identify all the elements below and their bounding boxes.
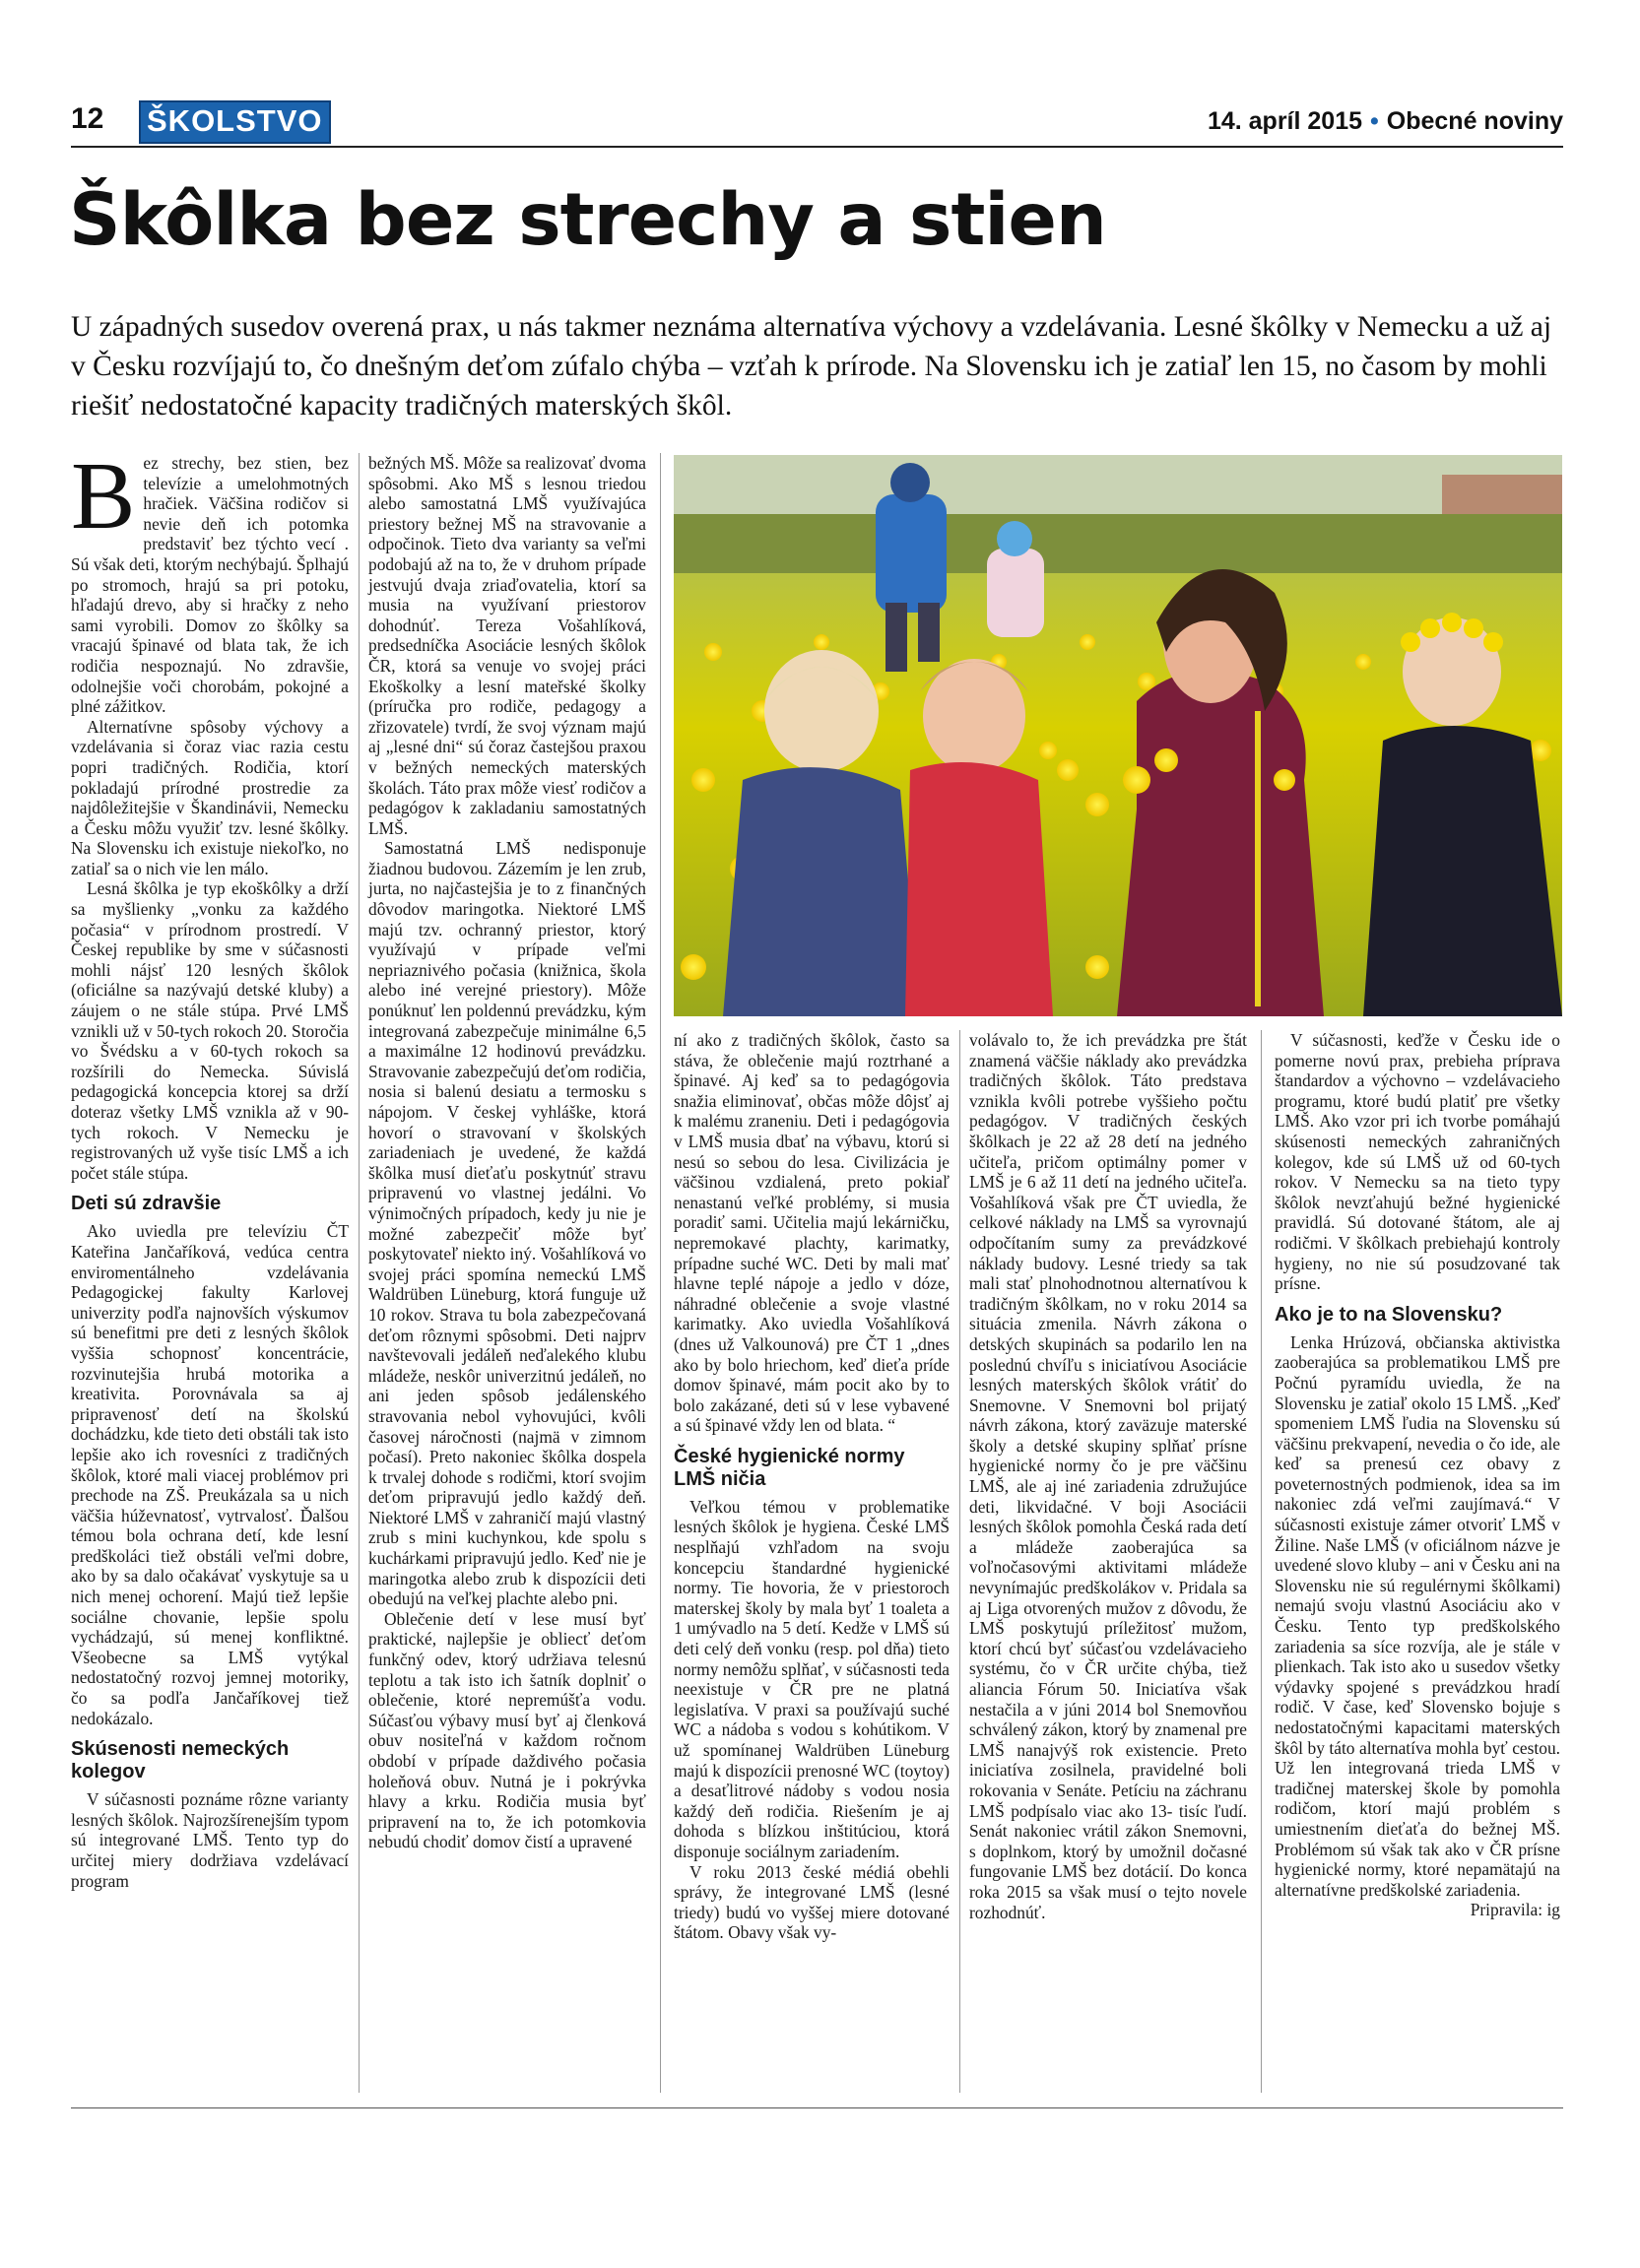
- column-2: [368, 453, 646, 2088]
- paragraph: ní ako z tradičných škôlok, často sa stáva, že oblečenie majú roztrhané a špinavé. Aj keď sa to pedagógovia snažia eliminovať, občas môže dôjsť aj k malému zraneniu. Deti i pedagógovia v LMŠ musia dbať na výbavu, ktorú si nesú so sebou do lesa. Civilizácia je väčšinou vzdialená, preto pokiaľ nenastanú veľké problémy, si musia poradiť sami. Učitelia majú lekárničku, nepremokavé plachty, karimatky, prípadne suché WC. Deti by mali mať hlavne teplé nápoje a jedlo v dóze, náhradné oblečenie a svoje vlastné karimatky. Ako uviedla Vošahlíková (dnes už Valkounová) pre ČT 1 „dnes ako by bolo hriechom, keď dieťa príde domov špinavé, mám pocit ako by to bolo zakázané, deti sú v lese vybavené a sú špinavé vždy len od blata. “: [674, 1030, 950, 1436]
- article-lead: U západných susedov overená prax, u nás takmer neznáma alternatíva výchovy a vzdelávania. Lesné škôlky v Nemecku a už aj v Česku rozvíjajú to, čo dnešným deťom zúfalo chýba – vzťah k prírode. Na Slovensku ich je zatiaľ len 15, no časom by mohli riešiť nedostatočné kapacity tradičných materských škôl.: [71, 311, 1552, 421]
- paragraph: V súčasnosti poznáme rôzne varianty lesných škôlok. Najrozšírenejším typom sú integrované LMŠ. Tento typ do určitej miery dodržiava vzdelávací program: [71, 1789, 349, 1891]
- drop-cap: B: [71, 443, 136, 550]
- children-meadow-illustration: [674, 455, 1562, 1016]
- subheading: České hygienické normy LMŠ ničia: [674, 1445, 905, 1490]
- masthead-info: [1208, 107, 1563, 136]
- paragraph: Ako uviedla pre televíziu ČT Kateřina Jančaříková, vedúca centra enviromentálneho vzdelávania Pedagogickej fakulty Karlovej univerzity podľa najnovších výskumov sú benefitmi pre deti z lesných škôlok vyššia schopnosť koncentrácie, rozvinutejšia hrubá motorika a kreativita. Porovnávala sa aj pripravenosť detí na školskú dochádzku, kde tieto deti obstáli tak isto lepšie ako ich rovesníci z tradičných škôlok, ktoré mali viacej problémov pri prechode na ZŠ. Preukázala sa u nich väčšia húževnatosť, vytrvalosť. Ďalšou témou bola ochrana detí, kde lesní predškoláci tiež obstáli veľmi dobre, ako by sa dalo očakávať vyskytuje sa u nich menej ochorení. Majú tiež lepšie sociálne chovanie, lepšie spolu vychádzajú, sú menej konfliktné. Všeobecne sa LMŠ vytýkal nedostatočný rozvoj jemnej motoriky, čo sa podľa Jančaříkovej tiež nedokázalo.: [71, 1221, 349, 1728]
- issue-date: 14. apríl 2015: [1207, 107, 1363, 135]
- paragraph: Veľkou témou v problematike lesných škôlok je hygiena. České LMŠ nesplňajú vzhľadom na svoju koncepciu štandardné hygienické normy. Tie hovoria, že v priestoroch materskej školy by mala byť 1 toaleta a 1 umývadlo na 5 detí. Kedže v LMŠ sú deti celý deň vonku (resp. pol dňa) tieto normy nemôžu splňať, v súčasnosti teda neexistuje v ČR pre ne platná legislatíva. V praxi sa používajú suché WC a nádoba s vodou s kohútikom. V už spomínanej Waldrüben Lüneburg majú k dispozícii prenosné WC (toytoy) a desaťlitrové nádoby s vodou nosia každý deň rodičia. Riešením je aj dohoda s blízkou inštitúciou, ktorá disponuje sociálnym zariadením.: [674, 1496, 950, 1861]
- column-divider: [1261, 1030, 1262, 2093]
- paragraph: Alternatívne spôsoby výchovy a vzdelávania si čoraz viac razia cestu popri tradičných. Rodičia, ktorí pokladajú prírodné prostredie za najdôležitejšie v Škandinávii, Nemecku a Česku môžu využiť tzv. lesné škôlky. Na Slovensku ich existuje niekoľko, no zatiaľ sa o nich vie len málo.: [71, 716, 349, 878]
- section-label: ŠKOLSTVO: [139, 100, 331, 144]
- publication-name: Obecné noviny: [1386, 107, 1563, 135]
- column-divider: [359, 453, 360, 2093]
- column-3: [674, 1030, 950, 2089]
- page-number: 12: [71, 102, 104, 135]
- footer-rule: [71, 2107, 1563, 2108]
- header-rule: [71, 146, 1563, 148]
- paragraph: Oblečenie detí v lese musí byť praktické, najlepšie je obliecť deťom funkčný odev, ktorý udržiava telesnú teplotu a tak isto ich šatník doplniť o oblečenie, ktoré nepremúšťa vodu. Súčasťou výbavy musí byť aj členková obuv nositeľná v každom ročnom období v prípade daždivého počasia holeňová obuv. Nutná je i pokrývka hlavy a krku. Rodičia musia byť pripravení na to, že ich potomkovia nebudú chodiť domov čistí a upravené: [368, 1608, 646, 1852]
- paragraph: Lesná škôlka je typ ekoškôlky a drží sa myšlienky „vonku za každého počasia“ v prírodnom prostredí. V Českej republike by sme v súčasnosti mohli nájsť 120 lesných škôlok (oficiálne sa nazývajú detské kluby) a záujem o ne stále stúpa. Prvé LMŠ vznikli už v 50-tych rokoch 20. Storočia vo Švédsku a v 60-tych rokoch sa rozšírili do Nemecka. Súvislá pedagogická koncepcia ktorej sa drží doteraz všetky LMŠ vznikla až v 90-tych rokoch. V Nemecku je registrovaných už vyše tisíc LMŠ a ich počet stále stúpa.: [71, 878, 349, 1183]
- paragraph: V súčasnosti, keďže v Česku ide o pomerne novú prax, prebieha príprava štandardov a výchovno – vzdelávacieho programu, ktoré budú platiť pre všetky LMŠ. Ako vzor pri ich tvorbe pomáhajú skúsenosti nemeckých zahraničných kolegov, kde sú LMŠ už od 60-tych rokov. V Nemecku sa na tieto typy škôlok nevzťahujú bežné hygienické pravidlá. Sú dotované štátom, ale aj rodičmi. V škôlkach prebiehajú kontroly hygieny, no nie sú posudzované tak prísne.: [1275, 1030, 1560, 1294]
- opening-paragraph: [71, 443, 349, 717]
- paragraph: bežných MŠ. Môže sa realizovať dvoma spôsobmi. Ako MŠ s lesnou triedou alebo samostatná LMŠ využívajúca priestory bežnej MŠ na stravovanie a odpočinok. Tieto dva varianty sa veľmi podobajú až na to, že v druhom prípade jestvujú dvaja zriaďovatelia, ktorí sa musia na využívaní priestorov dohodnúť. Tereza Vošahlíková, predsedníčka Asociácie lesných škôlok ČR, ktorá sa venuje vo svojej práci Ekoškolky a lesní mateřské školky (príručka pro rodiče, pedagogy a zřizovatele) tvrdí, že svoj význam majú aj „lesné dni“ sú čoraz častejšou praxou v bežných nemeckých materských školách. Táto prax môže viesť rodičov a pedagógov k zakladaniu samostatných LMŠ.: [368, 453, 646, 838]
- column-4: [969, 1030, 1247, 2089]
- paragraph: volávalo to, že ich prevádzka pre štát znamená väčšie náklady ako prevádzka tradičných škôlok. Táto predstava vznikla kvôli potrebe vyššieho počtu pedagógov. V tradičných českých škôlkach je 22 až 28 detí na jedného učiteľa, pričom optimálny pomer v LMŠ je 6 až 11 detí na jedného učiteľa. Vošahlíková však pre ČT uviedla, že celkové náklady na LMŠ sa vyrovnajú odpočítaním sumy za prevádzkové náklady budovy. Lesné triedy sa tak mali stať plnohodnotnou alternatívou k tradičným škôlkam, no v roku 2014 sa situácia zmenila. Návrh zákona o detských skupinách sa podarilo len na poslednú chvíľu s iniciatívou Asociácie lesných materských škôlok vrátiť do Snemovne. V Snemovni bol prijatý návrh zákona, ktorý zaväzuje materské školy a detské skupiny splňať prísne hygienické normy čo je pre väčšinu LMŠ, ale aj iné zariadenia združujúce deti, likvidačné. V boji Asociácii lesných škôlok pomohla Česká rada detí a mládeže zaoberajúca sa voľnočasovými aktivitami mládeže nevynímajúc predškolákov v. Pridala sa aj Liga otvorených mužov z dôvodu, že LMŠ poskytujú príležitosť mužom, ktorí chcú byť súčasťou vzdelávacieho systému, čo v ČR určite chýba, tiež aliancia Fórum 50. Iniciatíva však nestačila a v júni 2014 bol Snemovňou schválený zákon, ktorý by znamenal pre LMŠ nanajvýš rok existencie. Preto iniciatíva zosilnela, pravidelné boli rokovania v Senáte. Petíciu na záchranu LMŠ podpísalo viac ako 13- tisíc ľudí. Senát nakoniec vrátil zákon Snemovni, s doplnkom, ktorý by umožnil dočasné fungovanie LMŠ bez dotácií. Do konca roka 2015 sa však musí o tejto novele rozhodnúť.: [969, 1030, 1247, 1922]
- separator-dot: •: [1370, 107, 1379, 135]
- article-title: Škôlka bez strechy a stien: [69, 178, 1106, 262]
- column-divider: [660, 453, 661, 2093]
- subheading: Skúsenosti nemeckých kolegov: [71, 1738, 290, 1783]
- paragraph: V roku 2013 české médiá obehli správy, že integrované LMŠ (lesné triedy) budú vo vyššej miere dotované štátom. Obavy však vy-: [674, 1861, 950, 1943]
- column-1: [71, 443, 349, 2088]
- author-credit: Pripravila: ig: [1470, 1900, 1560, 1920]
- subheading: Ako je to na Slovensku?: [1275, 1303, 1503, 1326]
- column-5: [1275, 1030, 1560, 2089]
- article-photo: [674, 455, 1562, 1016]
- paragraph: Lenka Hrúzová, občianska aktivistka zaoberajúca sa problematikou LMŠ pre Počnú pyramídu uviedla, že na Slovensku je zatiaľ okolo 15 LMŠ. „Keď spomeniem LMŠ ľudia na Slovensku sú väčšinu prekvapení, nevedia o čo ide, ale keď sa prenesú cez obavy z poveternostných podmienok, idea sa im nakoniec zdá veľmi zaujímavá.“ V súčasnosti existuje zámer otvoriť LMŠ v Žiline. Naše LMŠ (v oficiálnom názve je uvedené slovo kluby – ani v Česku ani na Slovensku nie sú regulérnymi škôlkami) nemajú svoju vlastnú Asociáciu ako v Česku. Tento typ predškolského zariadenia sa síce rozvíja, ale je stále v plienkach. Tak isto ako u susedov všetky výdavky spojené s prevádzkou hradí rodič. V čase, keď Slovensko bojuje s nedostatočnými kapacitami materských škôl by táto alternatíva mohla byť cestou. Už len integrovaná trieda LMŠ v tradičnej materskej škole by pomohla rodičom, ktorí majú problém s umiestnením dieťaťa do bežnej MŠ. Problémom sú však tak ako v ČR prísne hygienické normy, ktoré nepamätajú na alternatívne predškolské zariadenia.: [1275, 1331, 1560, 1900]
- column-divider: [959, 1030, 960, 2093]
- paragraph: Samostatná LMŠ nedisponuje žiadnou budovou. Zázemím je len zrub, jurta, no najčastejšia je to z finančných dôvodov maringotka. Niektoré LMŠ majú tzv. ochranný priestor, ktorý využívajú v prípade veľmi nepriaznivého počasia (knižnica, škola alebo iné verejné priestory). Môže ponúknuť len poldennú prevádzku, kým integrovaná zabezpečuje minimálne 6,5 a maximálne 12 hodinovú prevádzku. Stravovanie zabezpečujú deťom rodičia, nosia si balenú desiatu a termosku s nápojom. V českej vyhláške, ktorá hovorí o stravovaní v školských zariadeniach je uvedené, že každá škôlka musí dieťaťu poskytnúť stravu pripravenú vo vlastnej jedálni. Vo výnimočných prípadoch, kedy ju nie je možné zabezpečiť môže byť poskytovateľ niekto iný. Vošahlíková vo svojej práci spomína nemeckú LMŠ Waldrüben Lüneburg, ktorá funguje už 10 rokov. Strava tu bola zabezpečovaná deťom rôznymi spôsobmi. Deti najprv navštevovali jedáleň neďalekého klubu mládeže, neskôr univerzitnú jedáleň, no ani jeden spôsob jedálenského stravovania nebol vyhovujúci, kvôli časovej náročnosti (najmä v zimnom počasí). Preto nakoniec škôlka dospela k trvalej dohode s rodičmi, ktorí svojim deťom pripravujú jedlo každý deň. Niektoré LMŠ v zahraničí majú vlastný zrub s mini kuchynkou, kde spolu s kuchárkami pripravujú jedlo. Keď nie je maringotka alebo zrub k dispozícii deti obedujú na veľkej plachte alebo pni.: [368, 838, 646, 1609]
- opening-text: ez strechy, bez stien, bez televízie a umelohmotných hračiek. Väčšina rodičov si nevie deň ich potomka predstaviť bez týchto vecí . Sú však deti, ktorým nechýbajú. Šplhajú po stromoch, hrajú sa pri potoku, hľadajú drevo, aby si hračky z neho sami vyrobili. Domov zo škôlky sa vracajú špinavé od blata tak, že ich rodičia nespoznajú. No zdravšie, odolnejšie voči chorobám, pokojné a plné zážitkov.: [71, 453, 349, 717]
- subheading: Deti sú zdravšie: [71, 1193, 222, 1215]
